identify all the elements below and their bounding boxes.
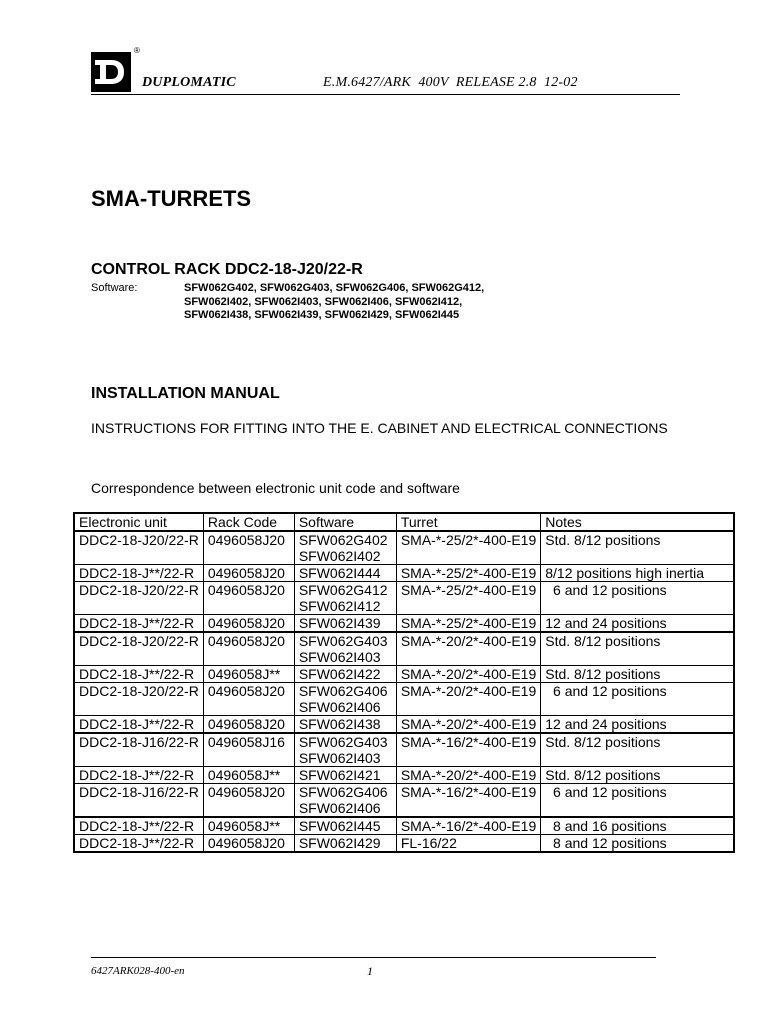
cell-software [294, 767, 396, 784]
cell-rack-code: 0496058J16 [203, 733, 294, 767]
cell-software [294, 683, 396, 716]
page-title: SMA-TURRETS [91, 186, 252, 211]
cell-turret: SMA-*-20/2*-400-E19 [396, 666, 540, 683]
header-notes: Notes [541, 513, 734, 531]
header-software: Software [294, 513, 396, 531]
table-header-row [74, 513, 734, 531]
cell-electronic-unit: DDC2-18-J20/22-R [74, 582, 203, 615]
table-row [74, 716, 734, 734]
cell-notes: Std. 8/12 positions [541, 666, 734, 683]
cell-turret: SMA-*-25/2*-400-E19 [396, 615, 540, 633]
cell-software [294, 582, 396, 615]
header-turret: Turret [396, 513, 540, 531]
cell-software [294, 817, 396, 835]
header-rule [91, 94, 680, 95]
software-code: SFW062I438 [298, 716, 381, 732]
cell-rack-code: 0496058J20 [203, 683, 294, 716]
software-code: SFW062G403 [298, 734, 388, 750]
table-row [74, 615, 734, 633]
table-body [74, 531, 734, 852]
cell-turret: SMA-*-20/2*-400-E19 [396, 683, 540, 716]
table-row [74, 531, 734, 565]
cell-turret: FL-16/22 [396, 835, 540, 853]
cell-software [294, 666, 396, 683]
cell-electronic-unit: DDC2-18-J16/22-R [74, 784, 203, 818]
software-list [184, 282, 484, 323]
cell-rack-code: 0496058J20 [203, 632, 294, 666]
header-electronic-unit: Electronic unit [74, 513, 203, 531]
software-code: SFW062G406 [298, 683, 388, 699]
cell-rack-code: 0496058J** [203, 666, 294, 683]
software-code: SFW062I444 [298, 565, 381, 581]
instructions-text: INSTRUCTIONS FOR FITTING INTO THE E. CABINET AND ELECTRICAL CONNECTIONS [91, 420, 668, 436]
software-code: SFW062I406 [298, 699, 381, 715]
cell-rack-code: 0496058J** [203, 817, 294, 835]
cell-electronic-unit: DDC2-18-J**/22-R [74, 666, 203, 683]
cell-rack-code: 0496058J20 [203, 531, 294, 565]
document-reference: E.M.6427/ARK 400V RELEASE 2.8 12-02 [323, 75, 578, 90]
software-code: SFW062G402 [298, 532, 388, 548]
control-rack-title: CONTROL RACK DDC2-18-J20/22-R [91, 261, 363, 278]
table-row [74, 565, 734, 582]
cell-rack-code: 0496058J20 [203, 565, 294, 582]
table-row [74, 582, 734, 615]
cell-software [294, 784, 396, 818]
software-code: SFW062I422 [298, 666, 381, 682]
table-row [74, 784, 734, 818]
registered-mark: ® [134, 46, 140, 55]
cell-turret: SMA-*-16/2*-400-E19 [396, 784, 540, 818]
cell-electronic-unit: DDC2-18-J20/22-R [74, 683, 203, 716]
cell-rack-code: 0496058J20 [203, 835, 294, 853]
cell-turret: SMA-*-20/2*-400-E19 [396, 716, 540, 734]
cell-notes: 12 and 24 positions [541, 615, 734, 633]
cell-notes: 12 and 24 positions [541, 716, 734, 734]
cell-software [294, 733, 396, 767]
cell-notes: Std. 8/12 positions [541, 733, 734, 767]
cell-software [294, 531, 396, 565]
software-code: SFW062I403 [298, 750, 381, 766]
cell-notes: Std. 8/12 positions [541, 632, 734, 666]
table-row [74, 733, 734, 767]
cell-notes: 8/12 positions high inertia [541, 565, 734, 582]
cell-electronic-unit: DDC2-18-J16/22-R [74, 733, 203, 767]
cell-rack-code: 0496058J20 [203, 716, 294, 734]
cell-rack-code: 0496058J20 [203, 582, 294, 615]
software-code: SFW062I421 [298, 767, 381, 783]
cell-software [294, 565, 396, 582]
software-code: SFW062I402 [298, 548, 381, 564]
cell-electronic-unit: DDC2-18-J**/22-R [74, 716, 203, 734]
cell-electronic-unit: DDC2-18-J**/22-R [74, 767, 203, 784]
cell-turret: SMA-*-20/2*-400-E19 [396, 632, 540, 666]
cell-turret: SMA-*-20/2*-400-E19 [396, 767, 540, 784]
software-code: SFW062I429 [298, 835, 381, 851]
table-row [74, 632, 734, 666]
cell-turret: SMA-*-25/2*-400-E19 [396, 582, 540, 615]
software-code: SFW062G403 [298, 633, 388, 649]
software-code: SFW062I412 [298, 598, 381, 614]
software-code: SFW062I403 [298, 649, 381, 665]
cell-rack-code: 0496058J20 [203, 615, 294, 633]
cell-notes: 6 and 12 positions [541, 683, 734, 716]
software-code: SFW062I406 [298, 800, 381, 816]
cell-turret: SMA-*-16/2*-400-E19 [396, 733, 540, 767]
correspondence-caption: Correspondence between electronic unit code and software [91, 480, 460, 496]
software-line: SFW062I438, SFW062I439, SFW062I429, SFW062I445 [184, 309, 460, 321]
cell-electronic-unit: DDC2-18-J**/22-R [74, 565, 203, 582]
cell-software [294, 716, 396, 734]
installation-manual-title: INSTALLATION MANUAL [91, 385, 280, 402]
cell-notes: 8 and 16 positions [541, 817, 734, 835]
cell-notes: 8 and 12 positions [541, 835, 734, 853]
correspondence-table [73, 512, 735, 853]
cell-electronic-unit: DDC2-18-J20/22-R [74, 531, 203, 565]
cell-notes: 6 and 12 positions [541, 784, 734, 818]
cell-electronic-unit: DDC2-18-J**/22-R [74, 615, 203, 633]
page-number: 1 [367, 964, 373, 978]
software-code: SFW062G412 [298, 582, 388, 598]
duplomatic-logo [91, 52, 131, 92]
cell-notes: Std. 8/12 positions [541, 531, 734, 565]
software-code: SFW062G406 [298, 784, 388, 800]
cell-rack-code: 0496058J** [203, 767, 294, 784]
software-line: SFW062G402, SFW062G403, SFW062G406, SFW062G412, [184, 282, 485, 294]
cell-turret: SMA-*-16/2*-400-E19 [396, 817, 540, 835]
cell-notes: 6 and 12 positions [541, 582, 734, 615]
cell-electronic-unit: DDC2-18-J**/22-R [74, 817, 203, 835]
table-row [74, 817, 734, 835]
footer-document-code: 6427ARK028-400-en [91, 965, 185, 977]
table-row [74, 683, 734, 716]
header-rack-code: Rack Code [203, 513, 294, 531]
software-code: SFW062I445 [298, 818, 381, 834]
cell-electronic-unit: DDC2-18-J**/22-R [74, 835, 203, 853]
footer-rule [91, 957, 656, 958]
cell-rack-code: 0496058J20 [203, 784, 294, 818]
software-label: Software: [91, 282, 138, 294]
cell-software [294, 615, 396, 633]
table-row [74, 666, 734, 683]
cell-electronic-unit: DDC2-18-J20/22-R [74, 632, 203, 666]
software-code: SFW062I439 [298, 615, 381, 631]
software-line: SFW062I402, SFW062I403, SFW062I406, SFW062I412, [184, 295, 463, 308]
table-row [74, 835, 734, 853]
company-name: DUPLOMATIC [142, 75, 236, 90]
cell-notes: Std. 8/12 positions [541, 767, 734, 784]
cell-turret: SMA-*-25/2*-400-E19 [396, 531, 540, 565]
cell-software [294, 835, 396, 853]
cell-software [294, 632, 396, 666]
cell-turret: SMA-*-25/2*-400-E19 [396, 565, 540, 582]
table-row [74, 767, 734, 784]
